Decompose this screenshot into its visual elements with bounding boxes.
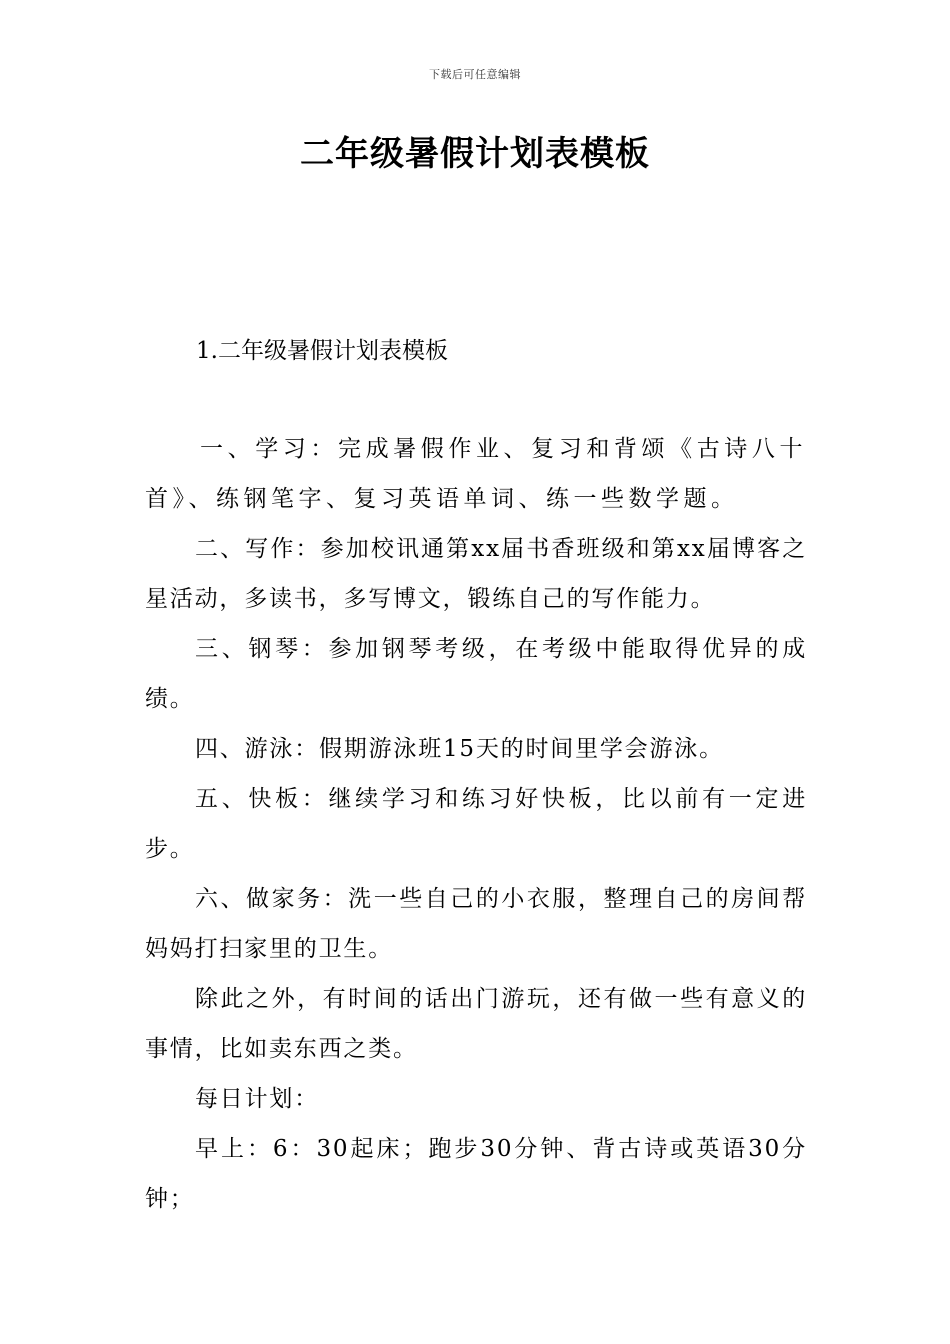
paragraph-kuaiban: 五、快板：继续学习和练习好快板，比以前有一定进步。: [145, 786, 807, 862]
paragraph-swimming: 四、游泳：假期游泳班15天的时间里学会游泳。: [195, 736, 724, 762]
paragraph-study: 一、学习：完成暑假作业、复习和背颂《古诗八十首》、练钢笔字、复习英语单词、练一些数学题。: [145, 436, 807, 512]
paragraph-extra: 除此之外，有时间的话出门游玩，还有做一些有意义的事情，比如卖东西之类。: [145, 986, 807, 1062]
paragraph-piano: 三、钢琴：参加钢琴考级，在考级中能取得优异的成绩。: [145, 636, 807, 712]
paragraph-morning: 早上：6：30起床；跑步30分钟、背古诗或英语30分钟；: [145, 1136, 807, 1212]
paragraph-writing: 二、写作：参加校讯通第xx届书香班级和第xx届博客之星活动，多读书，多写博文，锻练自己的写作能力。: [145, 536, 807, 612]
section-heading: 1.二年级暑假计划表模板: [196, 338, 448, 364]
document-title: 二年级暑假计划表模板: [300, 134, 650, 174]
document-body: [145, 424, 807, 1224]
paragraph-housework: 六、做家务：洗一些自己的小衣服，整理自己的房间帮妈妈打扫家里的卫生。: [145, 886, 807, 962]
paragraph-daily-plan-heading: 每日计划：: [195, 1086, 319, 1112]
header-note: 下载后可任意编辑: [429, 68, 521, 81]
